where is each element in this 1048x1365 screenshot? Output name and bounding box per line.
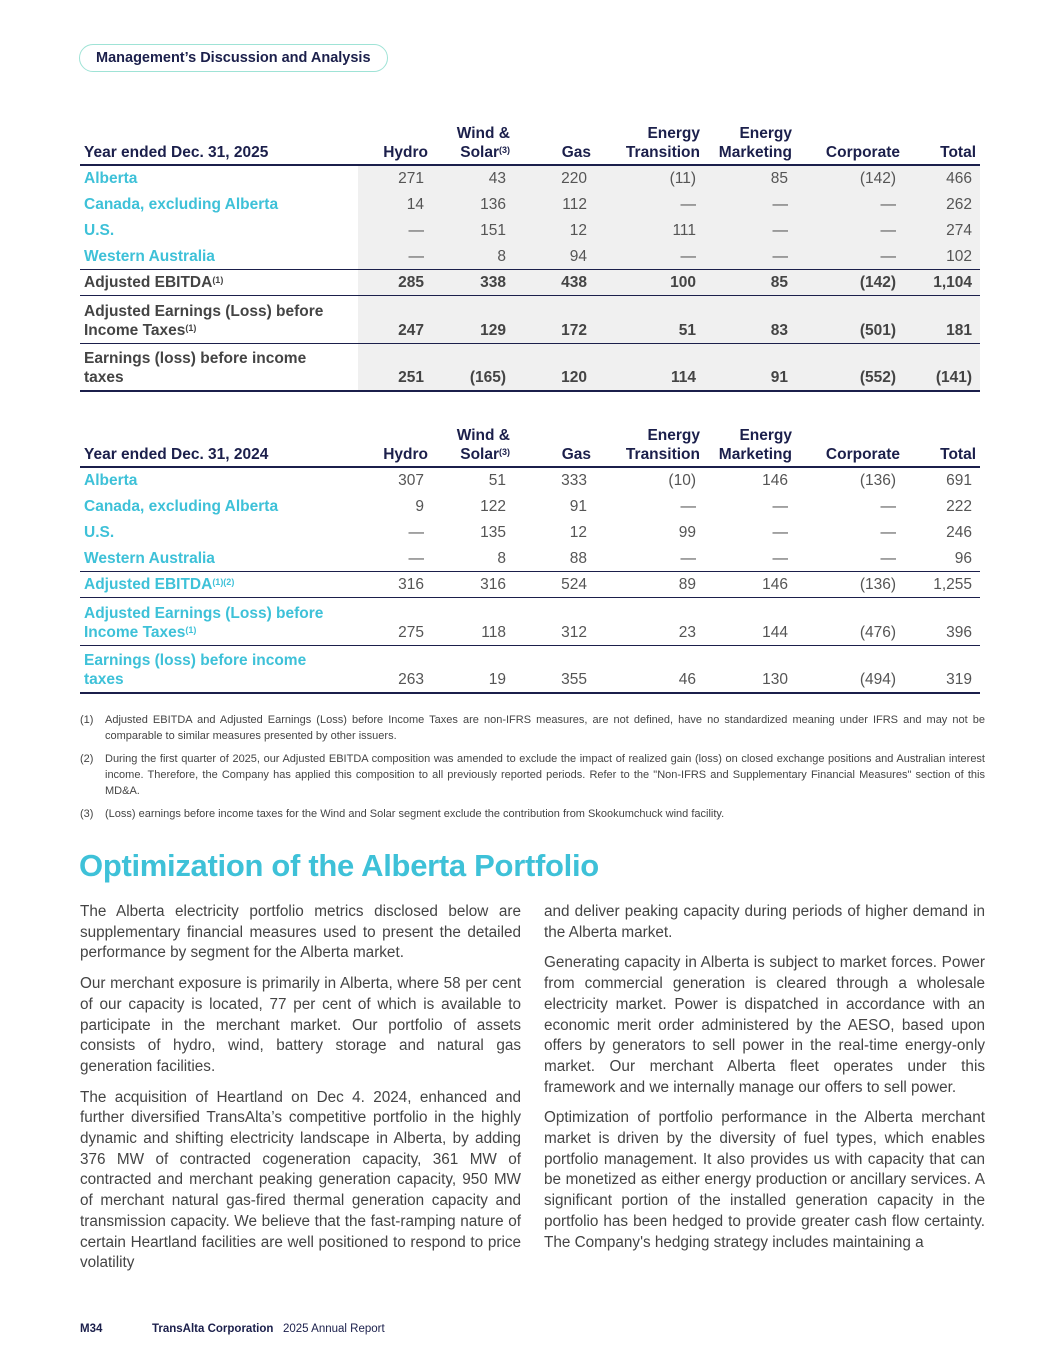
cell-value: 8 (432, 243, 514, 269)
cell-value: 312 (514, 597, 595, 645)
cell-value: 122 (480, 498, 506, 515)
cell-value: 220 (514, 165, 595, 191)
cell-value: — (704, 191, 796, 217)
column-header (432, 124, 514, 165)
column-header-text: Hydro (383, 144, 428, 161)
cell-value: 96 (904, 545, 980, 571)
cell-value: 118 (432, 597, 514, 645)
paragraph: and deliver peaking capacity during periods of higher demand in the Alberta market. (544, 903, 985, 941)
cell-value: (11) (595, 165, 704, 191)
cell-value: (501) (796, 295, 904, 343)
cell-value: 1,255 (904, 571, 980, 597)
column-header-text: Marketing (718, 144, 792, 161)
cell-value: 333 (561, 472, 587, 489)
column-header-text: Marketing (718, 446, 792, 463)
table-row (80, 493, 980, 519)
cell-value: 83 (704, 295, 796, 343)
row-label (80, 165, 358, 191)
cell-value: — (796, 217, 904, 243)
cell-value: (136) (859, 472, 896, 489)
footnote-ref: (3) (499, 447, 510, 457)
cell-value: 51 (595, 295, 704, 343)
paragraph: Optimization of portfolio performance in the Alberta merchant market is driven by the diversity of fuel types, which enables portfolio management. It also provides us with capacity that can be monetized as either energy production or ancillary services. A significant portion of the installed generation capacity in the portfolio has been hedged to provide greater cash flow certainty. The Company's hedging strategy includes maintaining a (544, 1109, 985, 1251)
row-label-text: Earnings (loss) before income taxes (84, 350, 307, 386)
cell-value: 100 (595, 269, 704, 295)
row-label (80, 545, 358, 571)
column-header-text: Transition (625, 144, 700, 161)
table-row (80, 217, 980, 243)
table-title: Year ended Dec. 31, 2024 (80, 426, 358, 467)
cell-value: 146 (704, 571, 796, 597)
row-label-text: Alberta (84, 170, 138, 187)
footnote (80, 806, 985, 822)
right-column (544, 902, 985, 1263)
row-label-text: Western Australia (84, 247, 215, 265)
column-header (358, 124, 432, 165)
table-row (80, 597, 980, 645)
section-badge: Management’s Discussion and Analysis (79, 44, 388, 72)
column-header-text: Energy (647, 427, 700, 444)
column-header-text: Energy (739, 427, 792, 444)
cell-value: 14 (358, 191, 432, 217)
cell-value: — (408, 524, 424, 541)
cell-value: — (680, 498, 696, 515)
cell-value: 146 (762, 472, 788, 489)
cell-value: 8 (432, 545, 514, 571)
footnote-ref: (1) (185, 322, 197, 333)
cell-value: 85 (704, 165, 796, 191)
cell-value: 89 (595, 571, 704, 597)
footnote-ref: (1) (212, 274, 224, 285)
page-number: M34 (80, 1323, 103, 1335)
footnote-ref: (1) (185, 624, 197, 635)
row-label-text: U.S. (84, 524, 115, 541)
footnote-text: (Loss) earnings before income taxes for the Wind and Solar segment exclude the contribution from Skookumchuck wind facility. (105, 808, 725, 820)
row-label (80, 467, 358, 493)
row-label (80, 295, 358, 343)
cell-value: 524 (514, 571, 595, 597)
cell-value: 181 (904, 295, 980, 343)
cell-value: 46 (595, 645, 704, 693)
footnote-ref: (1)(2) (212, 576, 235, 587)
cell-value: 222 (946, 498, 972, 515)
cell-value: 275 (358, 597, 432, 645)
cell-value: 691 (946, 472, 972, 489)
section-title: Optimization of the Alberta Portfolio (79, 848, 599, 883)
cell-value: 135 (480, 524, 506, 541)
row-label (80, 571, 358, 597)
row-label (80, 493, 358, 519)
column-header (904, 426, 980, 467)
cell-value: 151 (432, 217, 514, 243)
row-label (80, 269, 358, 295)
cell-value: 316 (358, 571, 432, 597)
cell-value: — (358, 545, 432, 571)
cell-value: 316 (432, 571, 514, 597)
row-label (80, 243, 358, 269)
cell-value: 120 (514, 343, 595, 391)
table-row (80, 243, 980, 269)
table-row (80, 165, 980, 191)
column-header-text: Energy (647, 125, 700, 142)
cell-value: — (880, 498, 896, 515)
cell-value: 111 (595, 217, 704, 243)
cell-value: 12 (569, 524, 587, 541)
paragraph: The Alberta electricity portfolio metrics disclosed below are supplementary financial measures used to present the detailed performance by segment for the Alberta market. (80, 903, 521, 962)
column-header-text: Wind & (456, 125, 510, 142)
report-name: 2025 Annual Report (283, 1323, 385, 1335)
cell-value: (142) (796, 165, 904, 191)
row-label-text: Adjusted EBITDA (84, 575, 213, 593)
cell-value: 99 (678, 524, 696, 541)
table-row (80, 571, 980, 597)
column-header-text: Energy (739, 125, 792, 142)
cell-value: 263 (358, 645, 432, 693)
footnote-number: (3) (80, 808, 94, 820)
cell-value: 19 (432, 645, 514, 693)
cell-value: (494) (796, 645, 904, 693)
cell-value: — (704, 243, 796, 269)
column-header (796, 426, 904, 467)
table-title: Year ended Dec. 31, 2025 (80, 124, 358, 165)
table-row (80, 343, 980, 391)
company-name: TransAlta Corporation (152, 1323, 274, 1335)
column-header (514, 124, 595, 165)
column-header (432, 426, 514, 467)
row-label (80, 519, 358, 545)
column-header-text: Gas (561, 446, 591, 463)
cell-value: — (772, 498, 788, 515)
segment-table-2024 (80, 426, 980, 694)
column-header (595, 426, 704, 467)
header-row (80, 426, 980, 467)
column-header (704, 124, 796, 165)
column-header-text: Corporate (825, 144, 900, 161)
paragraph: The acquisition of Heartland on Dec 4. 2024, enhanced and further diversified TransAlta’s competitive portfolio in the highly dynamic and shifting electricity landscape in Alberta, by adding 376 MW of contracted cogeneration capacity, 361 MW of contracted and merchant peaking generation capacity, 950 MW of merchant natural gas-fired thermal generation capacity and transmission capacity. We believe that the fast-ramping nature of certain Heartland facilities are well positioned to respond to price volatility (80, 1088, 521, 1272)
cell-value: (136) (796, 571, 904, 597)
cell-value: 91 (704, 343, 796, 391)
column-header-text: Total (940, 144, 976, 161)
cell-value: — (595, 243, 704, 269)
cell-value: 251 (358, 343, 432, 391)
page-footer (80, 1323, 385, 1335)
cell-value: 246 (946, 524, 972, 541)
footnote-number: (2) (80, 753, 94, 765)
cell-value: 338 (432, 269, 514, 295)
cell-value: 23 (595, 597, 704, 645)
row-label-text: Adjusted EBITDA (84, 273, 213, 291)
cell-value: 1,104 (904, 269, 980, 295)
table-row (80, 519, 980, 545)
row-label (80, 597, 358, 645)
cell-value: (10) (668, 472, 696, 489)
column-header (358, 426, 432, 467)
cell-value: 9 (415, 498, 424, 515)
row-label-text: Earnings (loss) before income taxes (84, 652, 307, 688)
footnote (80, 751, 985, 799)
cell-value: — (772, 524, 788, 541)
cell-value: 51 (488, 472, 506, 489)
column-header (514, 426, 595, 467)
column-header-text: Total (940, 446, 976, 463)
cell-value: 43 (432, 165, 514, 191)
row-label-text: Alberta (84, 472, 138, 489)
table-row (80, 295, 980, 343)
cell-value: 12 (514, 217, 595, 243)
row-label-text: U.S. (84, 222, 115, 239)
cell-value: 136 (432, 191, 514, 217)
cell-value: 114 (595, 343, 704, 391)
paragraph: Generating capacity in Alberta is subject to market forces. Power from commercial generation is cleared through a wholesale electricity market. Power is dispatched in accordance with an economic merit order administered by the AESO, based upon offers by generators to sell power in the real-time energy-only market. Our merchant Alberta fleet operates under this framework and we internally manage our offers to sell power. (544, 954, 985, 1096)
cell-value: 271 (358, 165, 432, 191)
table-row (80, 191, 980, 217)
column-header-text: Solar (460, 446, 499, 463)
cell-value: 355 (514, 645, 595, 693)
cell-value: (476) (796, 597, 904, 645)
column-header (904, 124, 980, 165)
cell-value: (552) (796, 343, 904, 391)
footnote-number: (1) (80, 714, 94, 726)
footnote-text: Adjusted EBITDA and Adjusted Earnings (Loss) before Income Taxes are non-IFRS measures, are not defined, have no standardized meaning under IFRS and may not be comparable to similar measures presented by other issuers. (105, 714, 985, 742)
column-header-text: Corporate (825, 446, 900, 463)
column-header-text: Gas (561, 144, 591, 161)
cell-value: 112 (514, 191, 595, 217)
cell-value: — (796, 545, 904, 571)
cell-value: 274 (904, 217, 980, 243)
footnote-text: During the first quarter of 2025, our Adjusted EBITDA composition was amended to exclude the impact of realized gain (loss) on closed exchange positions and Australian interest income. Therefore, the Company has applied this composition to all previously reported periods. Refer to the "Non-IFRS and Supplementary Financial Measures" section of this MD&A. (105, 753, 985, 797)
row-label (80, 191, 358, 217)
column-header (796, 124, 904, 165)
row-label (80, 645, 358, 693)
column-header-text: Hydro (383, 446, 428, 463)
table-row (80, 545, 980, 571)
cell-value: — (796, 243, 904, 269)
row-label-text: Adjusted Earnings (Loss) before Income Taxes (84, 604, 324, 641)
cell-value: 130 (704, 645, 796, 693)
cell-value: 88 (514, 545, 595, 571)
row-label-text: Canada, excluding Alberta (84, 196, 279, 213)
row-label-text: Canada, excluding Alberta (84, 498, 279, 515)
cell-value: — (796, 191, 904, 217)
cell-value: 144 (704, 597, 796, 645)
row-label-text: Western Australia (84, 549, 215, 567)
header-row (80, 124, 980, 165)
cell-value: (165) (432, 343, 514, 391)
cell-value: 94 (514, 243, 595, 269)
footnote (80, 712, 985, 744)
cell-value: 319 (904, 645, 980, 693)
table-row (80, 645, 980, 693)
table-row (80, 269, 980, 295)
cell-value: 307 (398, 472, 424, 489)
left-column (80, 902, 521, 1284)
cell-value: — (704, 217, 796, 243)
cell-value: 85 (704, 269, 796, 295)
cell-value: 91 (569, 498, 587, 515)
cell-value: — (358, 243, 432, 269)
cell-value: 262 (904, 191, 980, 217)
column-header (704, 426, 796, 467)
column-header (595, 124, 704, 165)
cell-value: 129 (432, 295, 514, 343)
cell-value: (141) (904, 343, 980, 391)
row-label (80, 217, 358, 243)
footnote-ref: (3) (499, 145, 510, 155)
cell-value: — (358, 217, 432, 243)
row-label-text: Adjusted Earnings (Loss) before Income Taxes (84, 302, 324, 339)
cell-value: — (880, 524, 896, 541)
cell-value: 438 (514, 269, 595, 295)
cell-value: — (595, 191, 704, 217)
table-row (80, 467, 980, 493)
cell-value: — (595, 545, 704, 571)
cell-value: 172 (514, 295, 595, 343)
cell-value: 285 (358, 269, 432, 295)
cell-value: 466 (904, 165, 980, 191)
segment-table-2025 (80, 124, 980, 392)
paragraph: Our merchant exposure is primarily in Alberta, where 58 per cent of our capacity is located, 77 per cent of which is available to participate in the merchant market. Our portfolio of assets consists of hydro, wind, battery storage and natural gas generation facilities. (80, 975, 521, 1075)
cell-value: 102 (904, 243, 980, 269)
cell-value: 396 (904, 597, 980, 645)
cell-value: — (704, 545, 796, 571)
row-label (80, 343, 358, 391)
cell-value: (142) (796, 269, 904, 295)
cell-value: 247 (358, 295, 432, 343)
column-header-text: Wind & (456, 427, 510, 444)
column-header-text: Solar (460, 144, 499, 161)
column-header-text: Transition (625, 446, 700, 463)
